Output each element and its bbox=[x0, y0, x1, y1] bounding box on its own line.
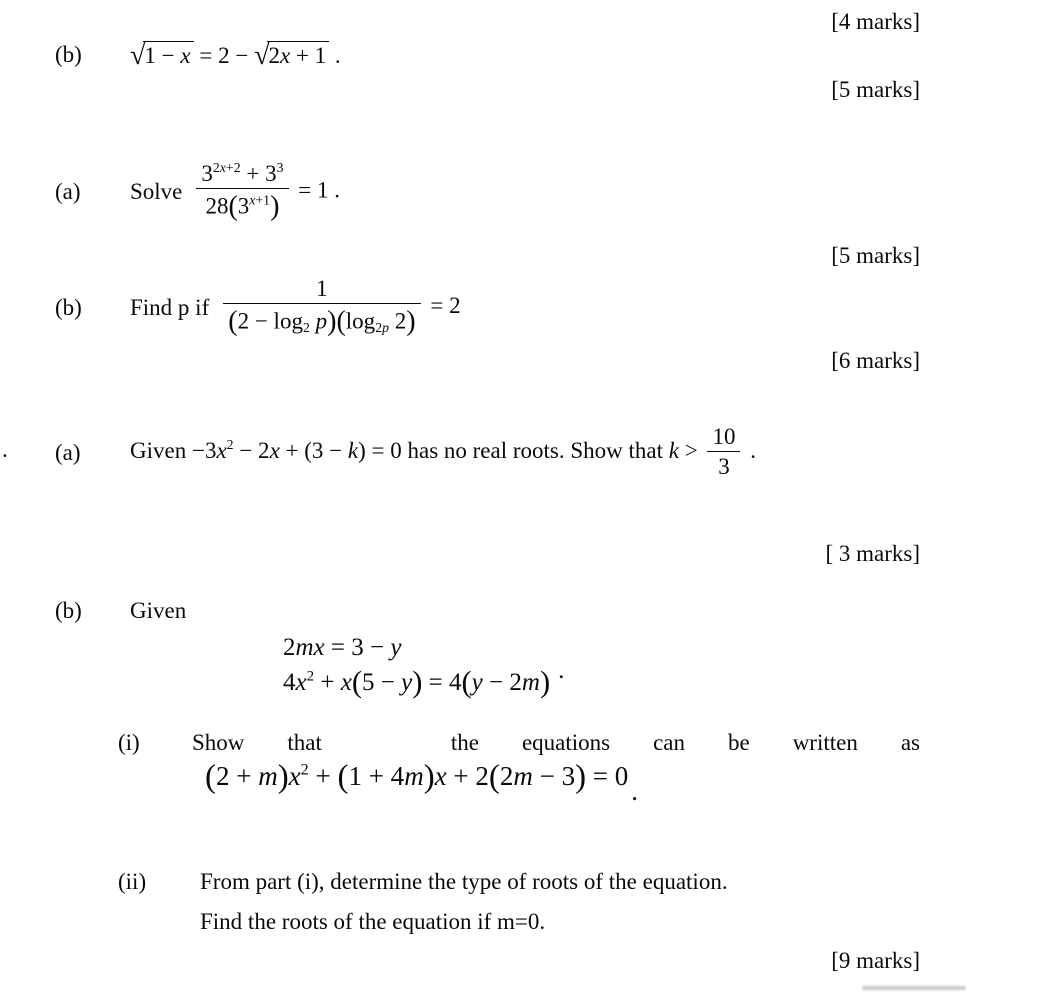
marks-badge-5b: [5 marks] bbox=[831, 243, 920, 268]
combined-quadratic-equation: $(2 + m)x^2 + (1 + 4m)x + 2(2m - 3) = 0$ . bbox=[205, 759, 639, 806]
marks-badge-3: [ 3 marks] bbox=[825, 541, 920, 566]
cutoff-question-number: . bbox=[2, 437, 8, 462]
system-equation-2: $4x^2 + x(5 - y) = 4(y - 2m)$ . bbox=[283, 656, 565, 699]
justified-word: as bbox=[900, 730, 920, 755]
question-row-3b bbox=[55, 597, 186, 625]
given-text: Given bbox=[130, 598, 187, 623]
item-label-i: (i) bbox=[118, 730, 140, 755]
justified-word: Show bbox=[192, 730, 245, 755]
justified-word: that bbox=[287, 730, 322, 755]
justified-sentence bbox=[192, 729, 920, 757]
marks-badge-4: [4 marks] bbox=[831, 9, 920, 34]
justified-word: equations bbox=[521, 730, 611, 755]
justified-word: can bbox=[653, 730, 685, 755]
marks-badge-9: [9 marks] bbox=[831, 948, 920, 973]
logarithm-equation: $\frac{1}{(2 - \log 2 p)(\log 2p 2)}$ = 2 bbox=[219, 276, 460, 339]
find-p-text: Find p if bbox=[130, 294, 210, 320]
marks-badge-6: [6 marks] bbox=[831, 348, 920, 373]
justified-word: be bbox=[727, 730, 750, 755]
question-row-3a bbox=[55, 424, 756, 481]
item-label-b: (b) bbox=[55, 294, 82, 320]
radical-equation: √1 − x = 2 − √2x + 1 . bbox=[130, 40, 341, 71]
question-row-1b bbox=[55, 38, 341, 72]
find-roots-sentence: Find the roots of the equation if m=0. bbox=[200, 909, 546, 934]
justified-word: written bbox=[792, 730, 858, 755]
item-label-a: (a) bbox=[55, 439, 81, 465]
question-row-2b bbox=[55, 276, 461, 339]
item-label-a: (a) bbox=[55, 179, 81, 205]
item-label-b: (b) bbox=[55, 42, 82, 68]
marks-badge-5a: [5 marks] bbox=[831, 77, 920, 102]
justified-word: the bbox=[450, 730, 479, 755]
item-label-ii: (ii) bbox=[118, 869, 147, 894]
question-row-2a bbox=[55, 160, 340, 224]
determine-roots-sentence: From part (i), determine the type of roots of the equation. bbox=[200, 869, 728, 894]
quadratic-no-real-roots-statement: Given $-3x^2 - 2x + (3 - k) = 0$ has no real roots. Show that k > $\frac{10}{3}$ . bbox=[130, 424, 756, 480]
system-equation-1: 2mx = 3 − y bbox=[283, 634, 402, 661]
item-label-b: (b) bbox=[55, 598, 82, 623]
exponential-equation: $\frac{3^{2x+2} + 3^3}{28(3^{x+1})}$ = 1 . bbox=[192, 160, 340, 224]
cutoff-text-fragment bbox=[862, 986, 966, 990]
solve-text: Solve bbox=[130, 179, 183, 205]
